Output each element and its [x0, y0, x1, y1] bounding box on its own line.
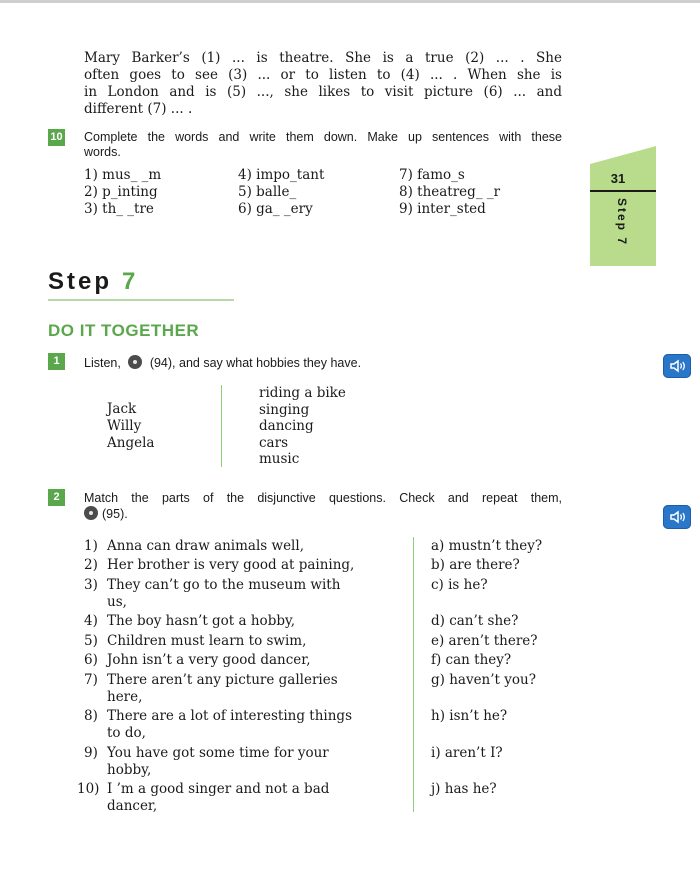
exercise-2-instruction	[84, 491, 562, 522]
clause-text: You have got some time for your	[107, 745, 329, 761]
exercise-2-badge: 2	[48, 489, 65, 506]
clause-text: There are a lot of interesting things	[107, 708, 352, 724]
exercise-10-badge: 10	[48, 129, 65, 146]
clause-text: Her brother is very good at paining,	[107, 557, 355, 573]
clause-number: 8)	[84, 708, 98, 724]
name-item: Willy	[107, 418, 142, 434]
paragraph-line: in London and is (5) ..., she likes to visit picture (6) ... and	[84, 84, 562, 100]
word-item: 4) impo_tant	[238, 167, 325, 183]
hobby-item: cars	[259, 435, 288, 451]
clause-text: The boy hasn’t got a hobby,	[107, 613, 296, 629]
hobby-item: dancing	[259, 418, 314, 434]
hobby-item: music	[259, 451, 300, 467]
clause-text: here,	[107, 689, 143, 705]
clause-text: I ’m a good singer and not a bad	[107, 781, 330, 797]
name-item: Angela	[107, 435, 155, 451]
clause-text: John isn’t a very good dancer,	[107, 652, 311, 668]
clause-number: 3)	[84, 577, 98, 593]
step-word: Step	[48, 268, 113, 295]
word-item: 5) balle_	[238, 184, 297, 200]
tag-question: d) can’t she?	[431, 613, 519, 629]
fill-in-paragraph	[84, 50, 562, 118]
word-item: 2) p_inting	[84, 184, 158, 200]
cd-icon	[84, 506, 98, 520]
clause-text: They can’t go to the museum with	[107, 577, 341, 593]
paragraph-line: Mary Barker’s (1) ... is theatre. She is a true (2) ... . She	[84, 50, 562, 66]
cd-icon	[128, 355, 142, 369]
exercise-10-instruction	[84, 130, 562, 160]
clause-text: Anna can draw animals well,	[107, 538, 304, 554]
tab-step-label	[604, 198, 638, 258]
step-number: 7	[122, 268, 139, 295]
instruction-line: Complete the words and write them down. Make up sentences with these	[84, 130, 562, 144]
exercise-1-instruction	[84, 355, 361, 370]
clause-number: 5)	[84, 633, 98, 649]
exercise-1-badge: 1	[48, 353, 65, 370]
speaker-icon	[663, 505, 691, 529]
name-item: Jack	[107, 401, 137, 417]
clause-text: There aren’t any picture galleries	[107, 672, 338, 688]
tag-question: e) aren’t there?	[431, 633, 538, 649]
clause-number: 4)	[84, 613, 98, 629]
word-item: 9) inter_sted	[399, 201, 486, 217]
tab-step-text: Step 7	[615, 198, 629, 247]
tag-question: i) aren’t I?	[431, 745, 503, 761]
page-top-border	[0, 0, 700, 3]
tag-question: h) isn’t he?	[431, 708, 508, 724]
clause-text: hobby,	[107, 762, 152, 778]
hobby-item: singing	[259, 402, 310, 418]
tag-question: a) mustn’t they?	[431, 538, 543, 554]
tag-question: g) haven’t you?	[431, 672, 536, 688]
step-underline	[48, 299, 234, 301]
clause-number: 1)	[84, 538, 98, 554]
tag-question: c) is he?	[431, 577, 488, 593]
clause-text: dancer,	[107, 798, 158, 814]
clause-number: 7)	[84, 672, 98, 688]
word-item: 6) ga_ _ery	[238, 201, 313, 217]
word-item: 1) mus_ _m	[84, 167, 162, 183]
column-divider	[221, 385, 222, 467]
word-item: 8) theatreg_ _r	[399, 184, 501, 200]
word-item: 3) th_ _tre	[84, 201, 154, 217]
tag-question: f) can they?	[431, 652, 512, 668]
section-heading: DO IT TOGETHER	[48, 321, 200, 340]
instruction-text: (95).	[102, 507, 128, 521]
audio-play-button[interactable]	[663, 354, 691, 378]
tag-question: j) has he?	[431, 781, 497, 797]
word-item: 7) famo_s	[399, 167, 465, 183]
paragraph-line: often goes to see (3) ... or to listen to (4) ... . When she is	[84, 67, 562, 83]
paragraph-line: different (7) ... .	[84, 101, 193, 117]
step-heading	[48, 268, 138, 296]
instruction-line-2	[84, 506, 562, 522]
clause-text: to do,	[107, 725, 146, 741]
instruction-text: (94), and say what hobbies they have.	[149, 356, 362, 370]
audio-play-button[interactable]	[663, 505, 691, 529]
clause-text: Children must learn to swim,	[107, 633, 307, 649]
speaker-icon	[663, 354, 691, 378]
clause-number: 10)	[77, 781, 100, 797]
clause-text: us,	[107, 594, 127, 610]
clause-number: 6)	[84, 652, 98, 668]
page-number: 31	[610, 171, 626, 186]
column-divider	[413, 537, 414, 812]
instruction-line: words.	[84, 145, 121, 159]
clause-number: 2)	[84, 557, 98, 573]
instruction-line: Match the parts of the disjunctive questions. Check and repeat them,	[84, 491, 562, 505]
hobby-item: riding a bike	[259, 385, 346, 401]
tag-question: b) are there?	[431, 557, 520, 573]
clause-number: 9)	[84, 745, 98, 761]
tab-divider	[590, 190, 656, 192]
instruction-text: Listen,	[84, 356, 121, 370]
